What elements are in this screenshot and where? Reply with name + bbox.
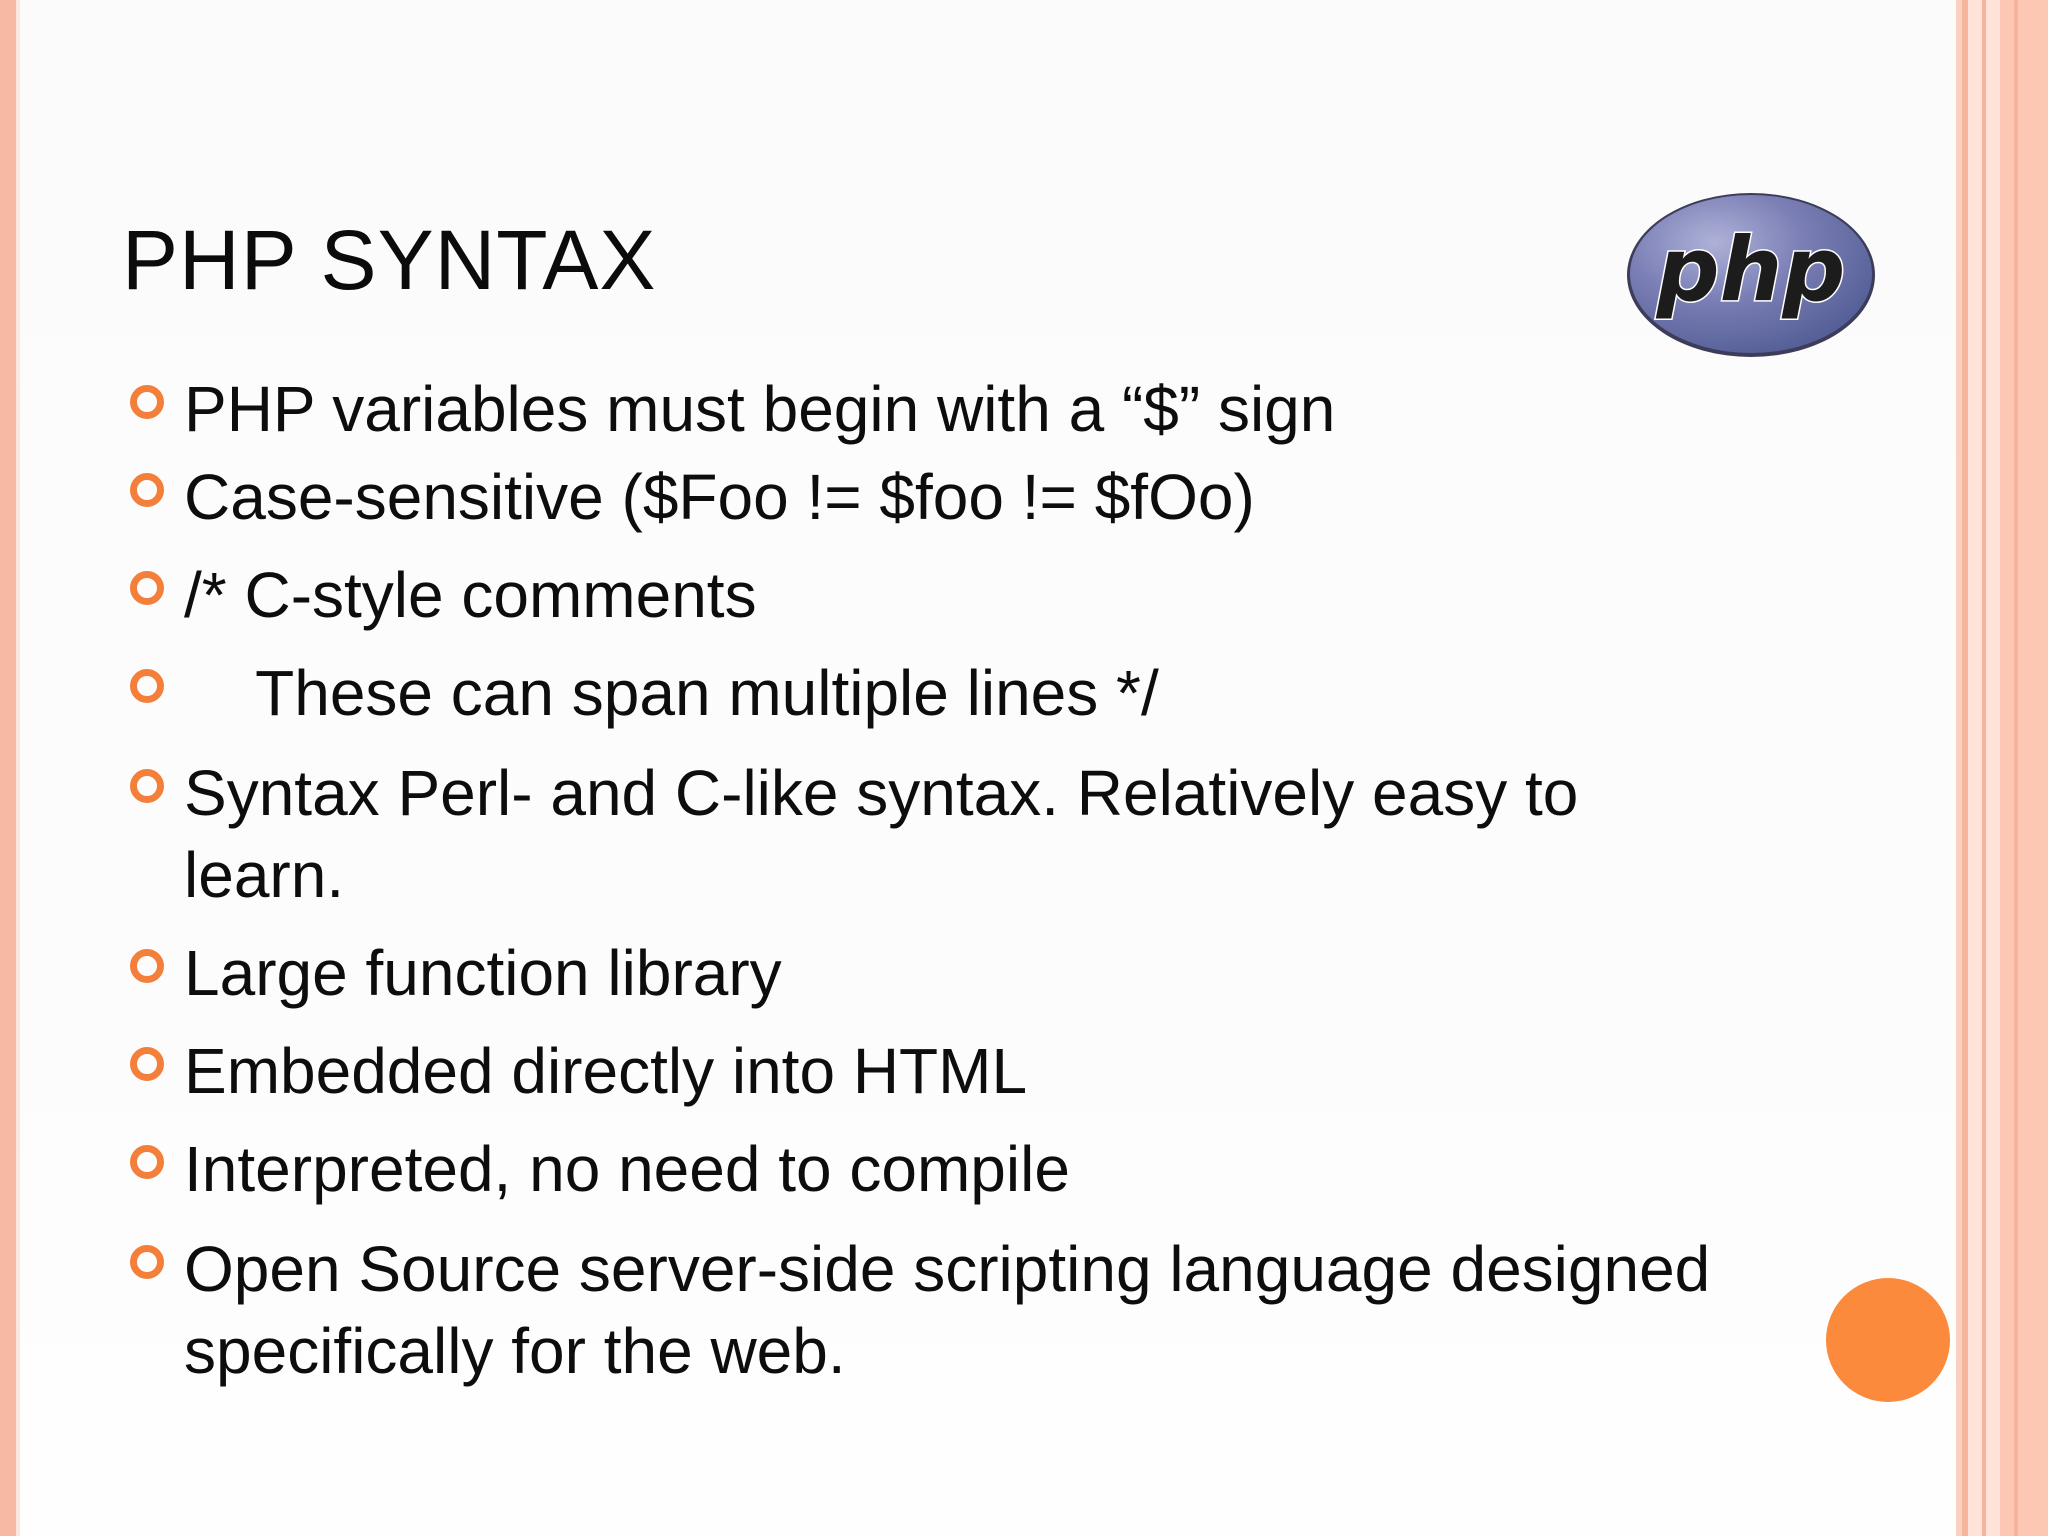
hollow-circle-bullet-icon xyxy=(130,473,164,507)
slide-title: PHP SYNTAX xyxy=(122,213,657,307)
bullet-text: Interpreted, no need to compile xyxy=(184,1133,1070,1205)
right-border-stripe xyxy=(1968,0,1982,1536)
hollow-circle-bullet-icon xyxy=(130,571,164,605)
bullet-text: Case-sensitive ($Foo != $foo != $fOo) xyxy=(184,461,1255,533)
right-border-stripe xyxy=(1986,0,2000,1536)
hollow-circle-bullet-icon xyxy=(130,669,164,703)
hollow-circle-bullet-icon xyxy=(130,769,164,803)
right-border-stripe xyxy=(2000,0,2048,1536)
bullet-text: PHP variables must begin with a “$” sign xyxy=(184,373,1336,445)
bullet-text: /* C-style comments xyxy=(184,559,757,631)
right-border-stripe xyxy=(2014,0,2018,1536)
hollow-circle-bullet-icon xyxy=(130,949,164,983)
orange-circle-icon xyxy=(1826,1278,1950,1402)
bullet-text: Syntax Perl- and C-like syntax. Relatively easy to learn. xyxy=(184,757,1597,911)
hollow-circle-bullet-icon xyxy=(130,385,164,419)
php-logo-text: php xyxy=(1656,218,1846,321)
bullet-text: Large function library xyxy=(184,937,782,1009)
hollow-circle-bullet-icon xyxy=(130,1245,164,1279)
bullet-text: Open Source server-side scripting language designed specifically for the web. xyxy=(184,1233,1729,1387)
hollow-circle-bullet-icon xyxy=(130,1047,164,1081)
bullet-text: These can span multiple lines */ xyxy=(184,657,1159,729)
bullet-text: Embedded directly into HTML xyxy=(184,1035,1028,1107)
hollow-circle-bullet-icon xyxy=(130,1145,164,1179)
